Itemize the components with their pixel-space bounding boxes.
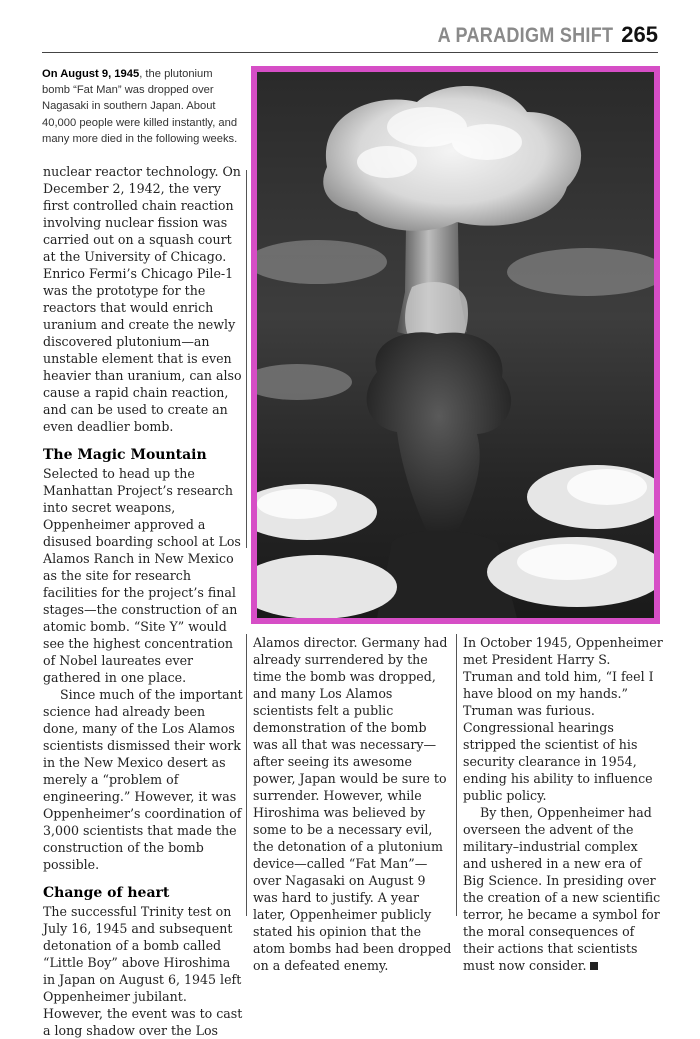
caption-lead: On August 9, 1945 (42, 68, 140, 80)
body-paragraph: nuclear reactor technology. On December 2, 1942, the very first controlled chain reaction involving nuclear fission was carried out on a squash court at the University of Chicago. Enrico Fermi’s Chicago Pile-1 was the prototype for the reactors that would enrich uranium and create the newly discovered plutonium—an unstable element that is even heavier than uranium, can also cause a rapid chain reaction, and can be used to create an even deadlier bomb. (43, 164, 242, 434)
page-header (409, 22, 658, 52)
body-paragraph: Alamos director. Germany had already surrendered by the time the bomb was dropped, and many Los Alamos scientists felt a public demonstration of the bomb was all that was necessary—after seeing its awesome power, Japan would be sure to surrender. However, while Hiroshima was believed by some to be a necessary evil, the detonation of a plutonium device—called “Fat Man”—over Nagasaki on August 9 was hard to justify. A year later, Oppenheimer publicly stated his opinion that the atom bombs had been dropped on a defeated enemy. (253, 635, 452, 973)
mushroom-cloud-photo (257, 72, 654, 618)
column-1 (43, 163, 243, 1039)
body-paragraph (463, 804, 663, 974)
section-heading-change-of-heart: Change of heart (43, 885, 170, 901)
column-3 (463, 634, 663, 974)
running-title: A PARADIGM SHIFT (437, 24, 614, 47)
column-rule-1 (246, 170, 247, 548)
caption-text: , the plutonium bomb “Fat Man” was dropped over Nagasaki in southern Japan. About 40,000 people were killed instantly, and many more died in the following weeks. (42, 68, 238, 145)
section-heading-magic-mountain: The Magic Mountain (43, 447, 207, 463)
body-paragraph: The successful Trinity test on July 16, 1945 and subsequent detonation of a bomb called “Little Boy” above Hiroshima in Japan on August 6, 1945 left Oppenheimer jubilant. However, the event was to cast a long shadow over the Los (43, 904, 243, 1038)
photo-caption (42, 66, 242, 147)
page-number: 265 (621, 22, 658, 47)
column-2 (253, 634, 453, 974)
final-paragraph-text: By then, Oppenheimer had overseen the advent of the military–industrial complex and ushered in a new era of Big Science. In presiding over the creation of a new scientific terror, he became a symbol for the moral consequences of their actions that scientists must now consider. (463, 805, 661, 973)
photo-frame (251, 66, 660, 624)
end-mark-icon (590, 962, 598, 970)
column-rule-2 (246, 634, 247, 916)
body-paragraph: In October 1945, Oppenheimer met President Harry S. Truman and told him, “I feel I have blood on my hands.” Truman was furious. Congressional hearings stripped the scientist of his security clearance in 1954, ending his ability to influence public policy. (463, 635, 663, 803)
column-rule-3 (456, 634, 457, 916)
body-paragraph: Selected to head up the Manhattan Project’s research into secret weapons, Oppenheimer approved a disused boarding school at Los Alamos Ranch in New Mexico as the site for research facilities for the project’s final stages—the construction of an atomic bomb. “Site Y” would see the highest concentration of Nobel laureates ever gathered in one place. (43, 466, 241, 685)
header-rule (42, 52, 658, 53)
body-paragraph: Since much of the important science had already been done, many of the Los Alamos scientists dismissed their work in the New Mexico desert as merely a “problem of engineering.” However, it was Oppenheimer’s coordination of 3,000 scientists that made the construction of the bomb possible. (43, 687, 243, 872)
